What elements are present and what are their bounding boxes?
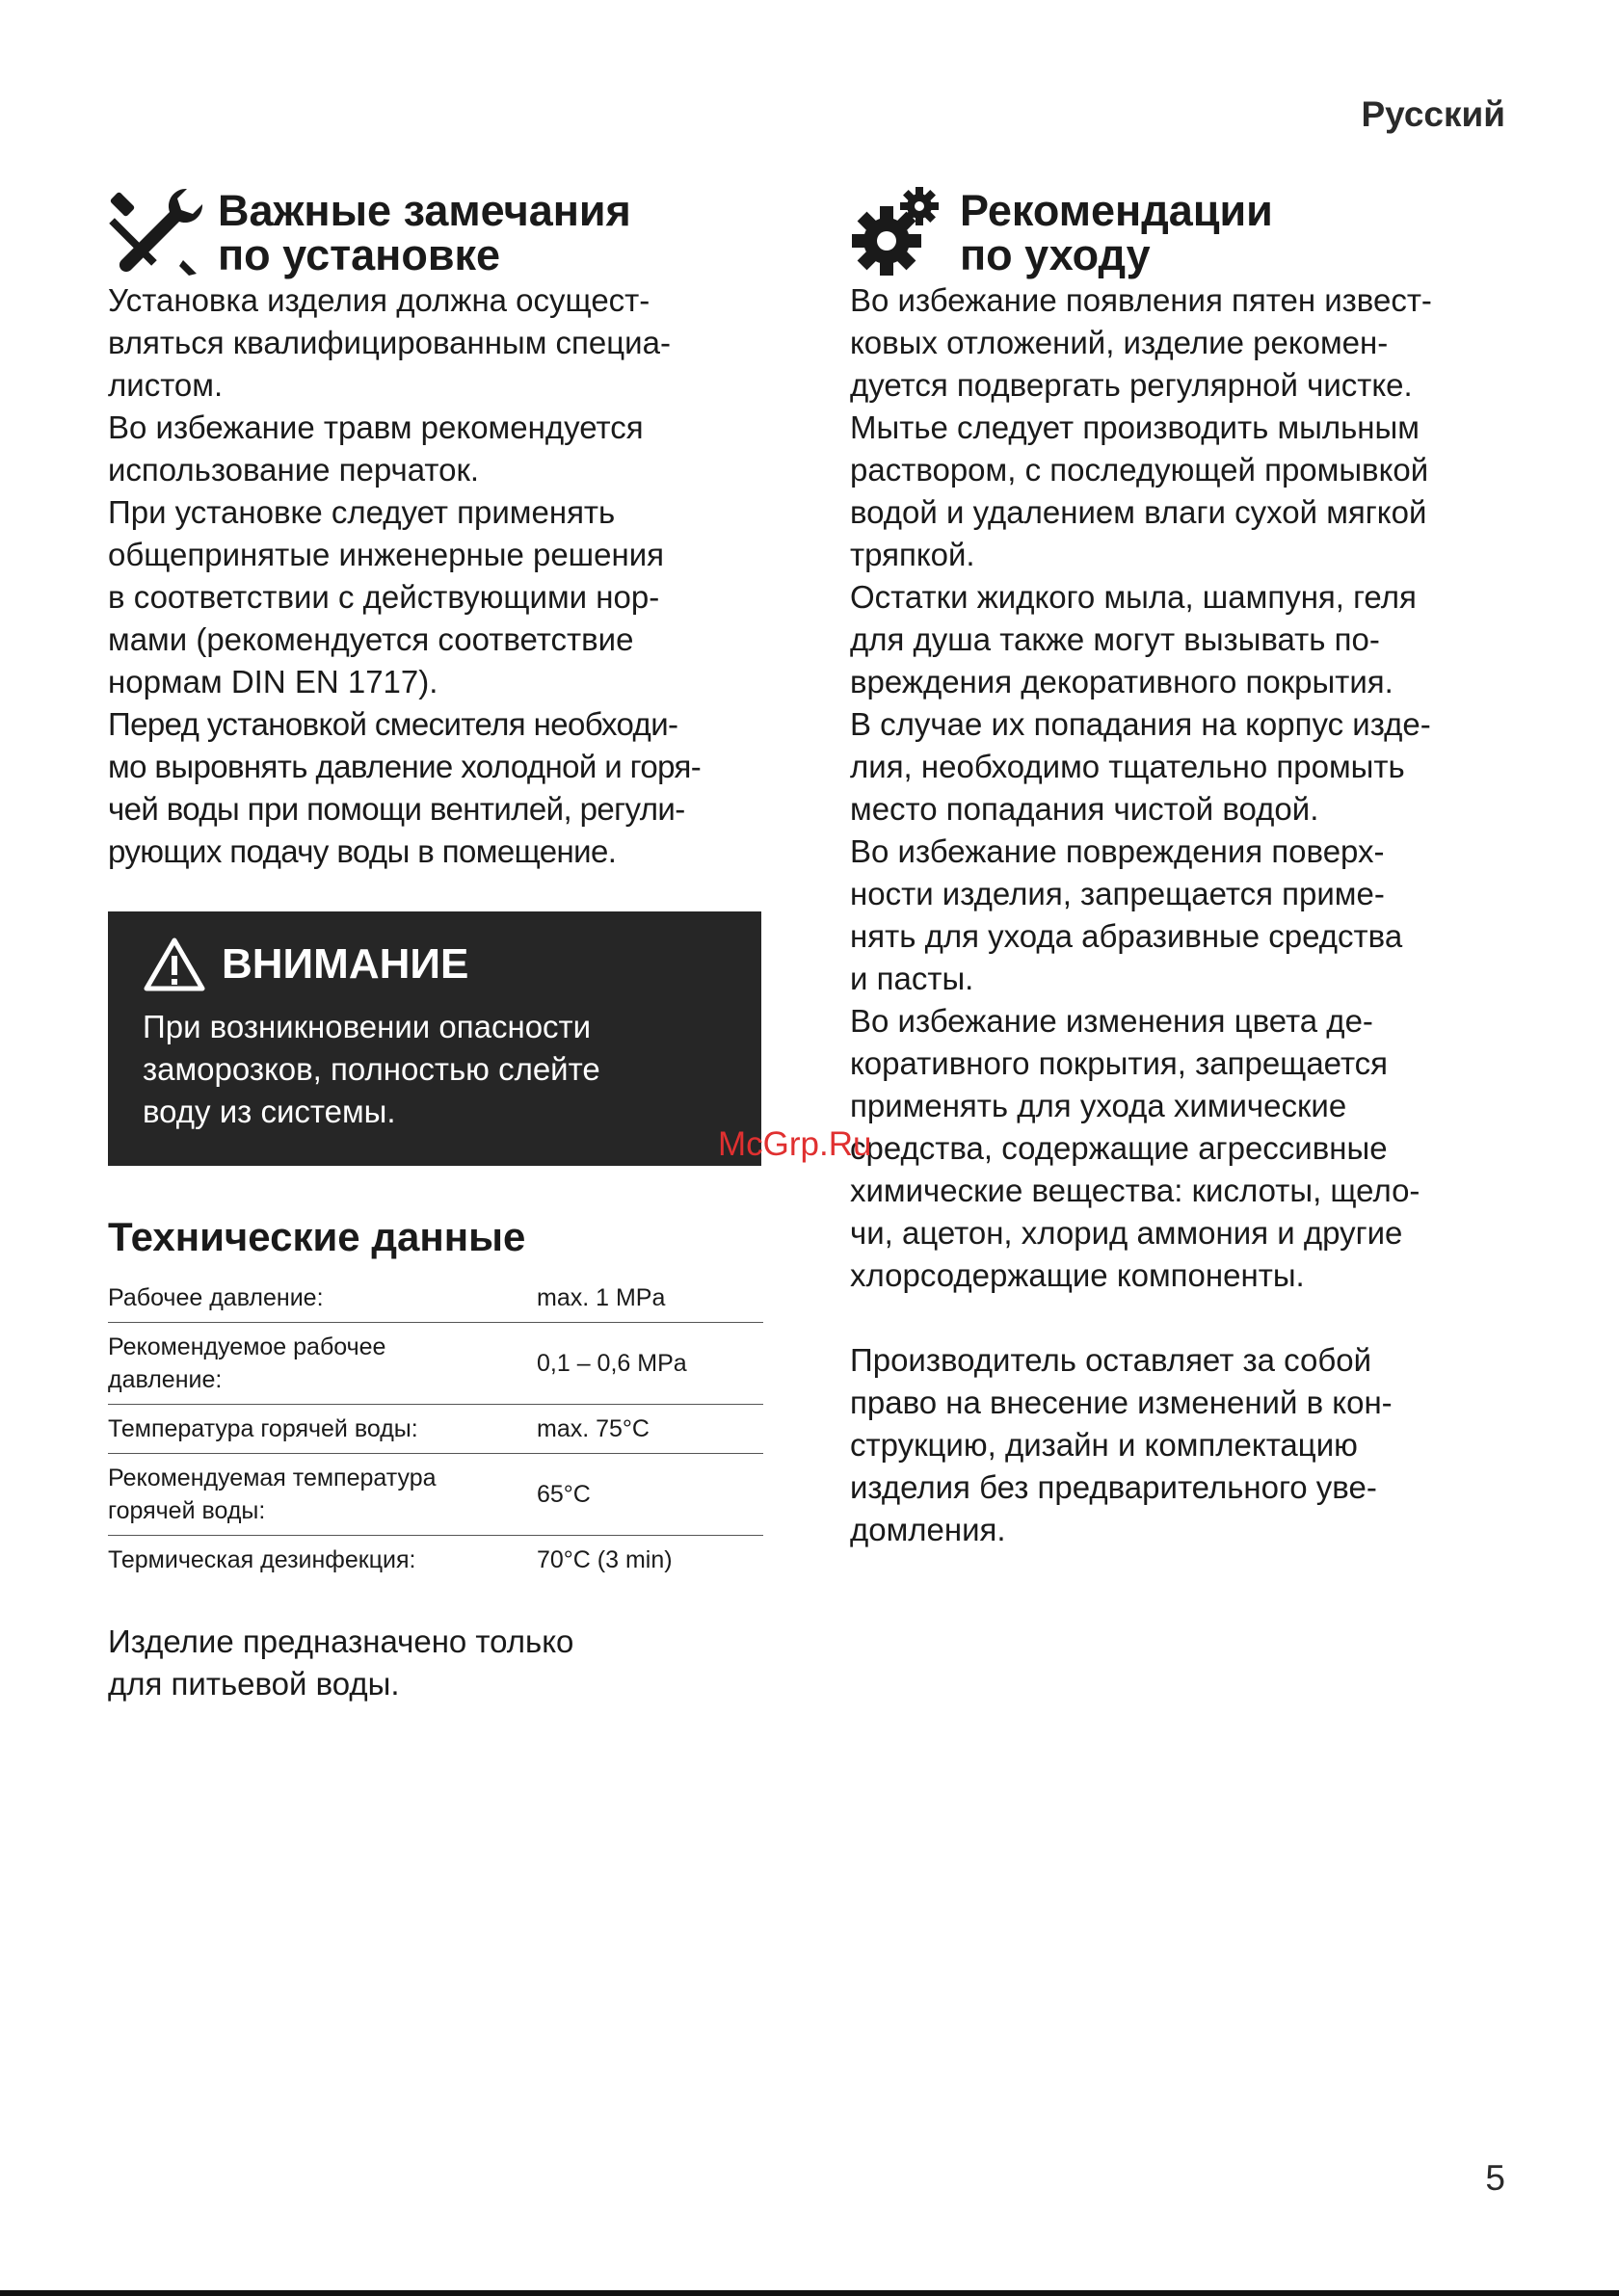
text-line: При установке следует применять [108, 494, 616, 530]
text-line: коративного покрытия, запрещается [850, 1045, 1389, 1081]
text-line: хлорсодержащие компоненты. [850, 1257, 1305, 1293]
tech-key: Рабочее давление: [108, 1284, 324, 1311]
care-paragraph [850, 703, 1515, 831]
spacer [850, 1297, 1515, 1339]
text-line: струкцию, дизайн и комплектацию [850, 1427, 1358, 1463]
drinking-water-note [108, 1621, 763, 1705]
table-row [108, 1323, 763, 1405]
care-title-line: Рекомендации [960, 186, 1273, 235]
install-paragraph [108, 407, 763, 491]
tech-value: 70°C (3 min) [537, 1546, 673, 1573]
text-line: Во избежание появления пятен извест- [850, 282, 1432, 318]
text-line: тряпкой. [850, 537, 975, 572]
text-line: чей воды при помощи вентилей, регули- [108, 791, 685, 827]
text-line: применять для ухода химические [850, 1088, 1347, 1123]
care-paragraph [850, 576, 1515, 703]
table-row [108, 1274, 763, 1323]
table-row [108, 1405, 763, 1454]
install-paragraph [108, 279, 763, 407]
install-paragraph [108, 703, 763, 873]
tech-table [108, 1274, 763, 1584]
tech-value: 65°C [537, 1481, 591, 1508]
text-line: для душа также могут вызывать по- [850, 621, 1380, 657]
care-title-line: по уходу [960, 230, 1151, 279]
text-line: для питьевой воды. [108, 1666, 400, 1702]
install-title-line: Важные замечания [218, 186, 631, 235]
manufacturer-notice [850, 1339, 1515, 1551]
text-line: в соответствии с действующими нор- [108, 579, 660, 615]
text-line: средства, содержащие агрессивные [850, 1130, 1388, 1166]
install-heading [108, 183, 763, 279]
text-line: Производитель оставляет за собой [850, 1342, 1372, 1378]
text-line: Во избежание повреждения поверх- [850, 833, 1385, 869]
install-column [108, 183, 763, 1705]
bottom-rule [0, 2290, 1619, 2296]
warning-text [143, 1006, 727, 1133]
tech-value: 0,1 – 0,6 MPa [537, 1350, 687, 1377]
install-paragraph [108, 491, 763, 703]
text-line: и пасты. [850, 961, 974, 996]
tech-value: max. 1 MPa [537, 1284, 666, 1311]
gears-icon [850, 183, 946, 279]
care-column [850, 183, 1515, 1551]
language-label: Русский [1361, 94, 1505, 134]
text-line: место попадания чистой водой. [850, 791, 1319, 827]
tech-key: Температура горячей воды: [108, 1415, 418, 1442]
text-line: лия, необходимо тщательно промыть [850, 749, 1405, 784]
table-row [108, 1536, 763, 1585]
text-line: чи, ацетон, хлорид аммония и другие [850, 1215, 1403, 1251]
text-line: вляться квалифицированным специа- [108, 325, 671, 360]
warning-box [108, 911, 761, 1166]
text-line: изделия без предварительного уве- [850, 1469, 1377, 1505]
text-line: Остатки жидкого мыла, шампуня, геля [850, 579, 1417, 615]
tech-title: Технические данные [108, 1214, 526, 1259]
wrench-screwdriver-icon [108, 183, 204, 279]
text-line: рующих подачу воды в помещение. [108, 833, 617, 869]
warning-triangle-icon [143, 937, 206, 992]
text-line: ности изделия, запрещается приме- [850, 876, 1385, 911]
tech-value: max. 75°C [537, 1415, 650, 1442]
text-line: Мытье следует производить мыльным [850, 409, 1420, 445]
text-line: домления. [850, 1512, 1006, 1547]
text-line: В случае их попадания на корпус изде- [850, 706, 1431, 742]
text-line: дуется подвергать регулярной чистке. [850, 367, 1413, 403]
text-line: право на внесение изменений в кон- [850, 1385, 1393, 1420]
text-line: Изделие предназначено только [108, 1623, 574, 1659]
warning-heading [143, 937, 727, 992]
text-line: водой и удалением влаги сухой мягкой [850, 494, 1427, 530]
text-line: вреждения декоративного покрытия. [850, 664, 1393, 699]
text-line: использование перчаток. [108, 452, 480, 488]
text-line: листом. [108, 367, 224, 403]
text-line: нормам DIN EN 1717). [108, 664, 438, 699]
text-line: Во избежание изменения цвета де- [850, 1003, 1373, 1039]
warning-title: ВНИМАНИЕ [222, 940, 469, 988]
text-line: нять для ухода абразивные средства [850, 918, 1403, 954]
watermark: McGrp.Ru [718, 1125, 872, 1163]
care-paragraph [850, 407, 1515, 576]
table-row [108, 1454, 763, 1536]
text-line: химические вещества: кислоты, щело- [850, 1173, 1420, 1208]
text-line: При возникновении опасности [143, 1009, 592, 1044]
text-line: мо выровнять давление холодной и горя- [108, 749, 702, 784]
text-line: Перед установкой смесителя необходи- [108, 706, 678, 742]
text-line: мами (рекомендуется соответствие [108, 621, 634, 657]
care-paragraph [850, 1000, 1515, 1297]
page-number: 5 [1485, 2158, 1505, 2198]
text-line: Установка изделия должна осущест- [108, 282, 650, 318]
install-title-line: по установке [218, 230, 501, 279]
text-line: Во избежание травм рекомендуется [108, 409, 644, 445]
text-line: общепринятые инженерные решения [108, 537, 665, 572]
care-paragraph [850, 279, 1515, 407]
care-paragraph [850, 831, 1515, 1000]
tech-key: Рекомендуемая температура горячей воды: [108, 1465, 437, 1524]
text-line: ковых отложений, изделие рекомен- [850, 325, 1389, 360]
tech-key: Термическая дезинфекция: [108, 1546, 416, 1573]
text-line: раствором, с последующей промывкой [850, 452, 1429, 488]
care-heading [850, 183, 1515, 279]
tech-key: Рекомендуемое рабочее давление: [108, 1333, 386, 1393]
text-line: воду из системы. [143, 1094, 396, 1129]
text-line: заморозков, полностью слейте [143, 1051, 600, 1087]
